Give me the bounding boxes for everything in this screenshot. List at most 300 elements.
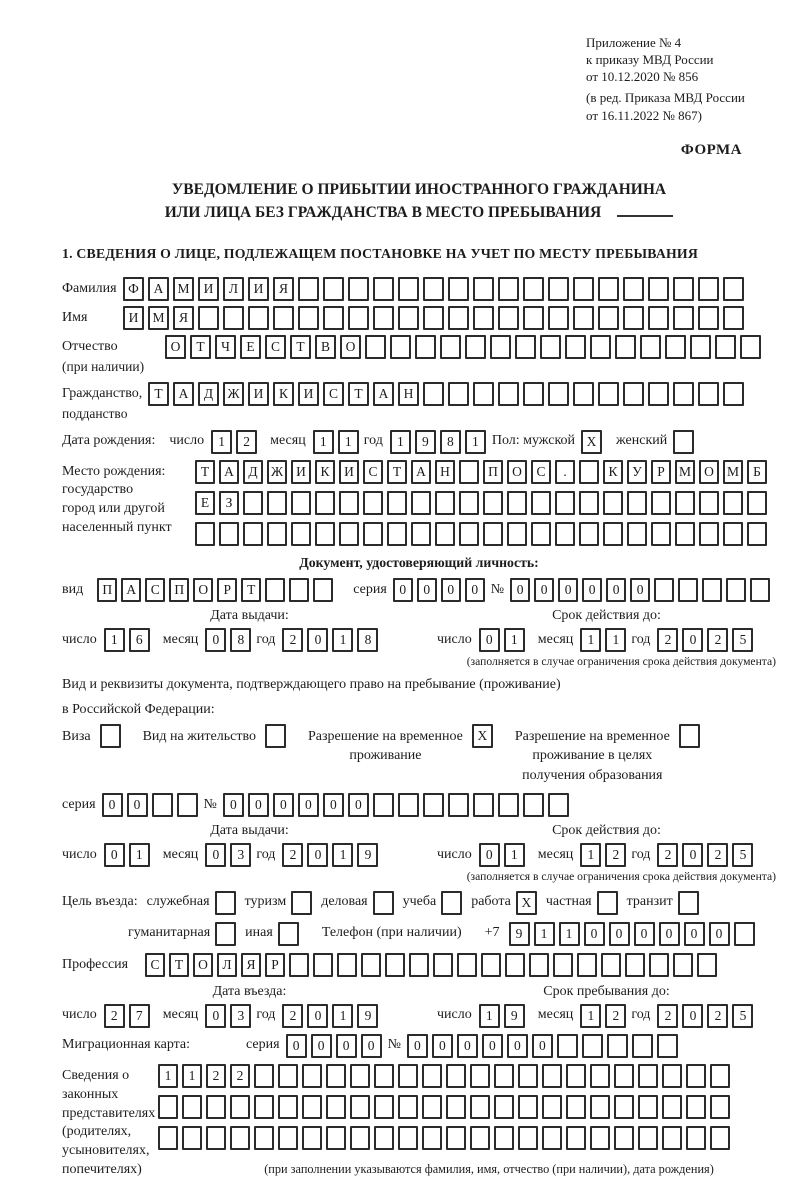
char-cell[interactable] xyxy=(348,306,369,330)
char-cell[interactable] xyxy=(615,335,636,359)
char-cell[interactable]: Т xyxy=(190,335,211,359)
char-cell[interactable] xyxy=(243,491,263,515)
temp-permit-checkbox[interactable]: X xyxy=(472,724,493,748)
stay-until-year[interactable] xyxy=(657,1004,753,1028)
char-cell[interactable] xyxy=(457,953,477,977)
profession-cells[interactable] xyxy=(145,953,717,977)
char-cell[interactable]: И xyxy=(291,460,311,484)
char-cell[interactable]: 0 xyxy=(659,922,680,946)
char-cell[interactable] xyxy=(697,953,717,977)
char-cell[interactable]: Я xyxy=(273,277,294,301)
char-cell[interactable]: Ф xyxy=(123,277,144,301)
char-cell[interactable]: 0 xyxy=(482,1034,503,1058)
char-cell[interactable] xyxy=(518,1064,538,1088)
char-cell[interactable]: П xyxy=(169,578,189,602)
char-cell[interactable] xyxy=(565,335,586,359)
char-cell[interactable] xyxy=(313,953,333,977)
char-cell[interactable] xyxy=(590,1095,610,1119)
char-cell[interactable]: 0 xyxy=(336,1034,357,1058)
char-cell[interactable]: 1 xyxy=(332,1004,353,1028)
char-cell[interactable] xyxy=(723,277,744,301)
char-cell[interactable] xyxy=(625,953,645,977)
char-cell[interactable]: П xyxy=(483,460,503,484)
char-cell[interactable] xyxy=(548,277,569,301)
char-cell[interactable] xyxy=(423,277,444,301)
char-cell[interactable] xyxy=(182,1095,202,1119)
char-cell[interactable]: С xyxy=(323,382,344,406)
char-cell[interactable] xyxy=(590,335,611,359)
char-cell[interactable]: 0 xyxy=(323,793,344,817)
char-cell[interactable]: 6 xyxy=(129,628,150,652)
char-cell[interactable] xyxy=(446,1126,466,1150)
char-cell[interactable] xyxy=(152,793,173,817)
char-cell[interactable]: 1 xyxy=(390,430,411,454)
char-cell[interactable]: Ч xyxy=(215,335,236,359)
doc-issue-year[interactable] xyxy=(282,628,378,652)
visa-checkbox[interactable] xyxy=(100,724,121,748)
char-cell[interactable] xyxy=(518,1095,538,1119)
char-cell[interactable] xyxy=(566,1126,586,1150)
char-cell[interactable] xyxy=(740,335,761,359)
char-cell[interactable]: Б xyxy=(747,460,767,484)
char-cell[interactable]: 2 xyxy=(657,843,678,867)
char-cell[interactable] xyxy=(686,1064,706,1088)
char-cell[interactable] xyxy=(374,1095,394,1119)
char-cell[interactable] xyxy=(448,277,469,301)
char-cell[interactable] xyxy=(686,1095,706,1119)
char-cell[interactable]: 0 xyxy=(298,793,319,817)
char-cell[interactable] xyxy=(675,522,695,546)
char-cell[interactable]: И xyxy=(339,460,359,484)
char-cell[interactable] xyxy=(459,491,479,515)
char-cell[interactable] xyxy=(573,382,594,406)
char-cell[interactable]: 2 xyxy=(104,1004,125,1028)
char-cell[interactable]: О xyxy=(165,335,186,359)
char-cell[interactable]: О xyxy=(699,460,719,484)
char-cell[interactable] xyxy=(710,1095,730,1119)
char-cell[interactable] xyxy=(373,793,394,817)
char-cell[interactable] xyxy=(470,1095,490,1119)
char-cell[interactable]: 0 xyxy=(582,578,602,602)
char-cell[interactable] xyxy=(723,522,743,546)
entry-month[interactable] xyxy=(205,1004,251,1028)
char-cell[interactable] xyxy=(433,953,453,977)
char-cell[interactable]: И xyxy=(248,382,269,406)
char-cell[interactable] xyxy=(675,491,695,515)
char-cell[interactable] xyxy=(542,1126,562,1150)
char-cell[interactable] xyxy=(483,491,503,515)
char-cell[interactable]: Д xyxy=(198,382,219,406)
birth-place-cells-3[interactable] xyxy=(195,522,767,546)
page-number-blank[interactable] xyxy=(617,202,673,217)
char-cell[interactable]: 8 xyxy=(230,628,251,652)
char-cell[interactable] xyxy=(398,1095,418,1119)
char-cell[interactable] xyxy=(566,1095,586,1119)
char-cell[interactable]: 2 xyxy=(282,843,303,867)
char-cell[interactable] xyxy=(278,1126,298,1150)
char-cell[interactable] xyxy=(699,522,719,546)
char-cell[interactable] xyxy=(662,1064,682,1088)
char-cell[interactable]: Ж xyxy=(267,460,287,484)
stay-until-month[interactable] xyxy=(580,1004,626,1028)
char-cell[interactable]: З xyxy=(219,491,239,515)
char-cell[interactable] xyxy=(422,1126,442,1150)
char-cell[interactable]: 0 xyxy=(510,578,530,602)
char-cell[interactable]: 1 xyxy=(182,1064,202,1088)
char-cell[interactable] xyxy=(657,1034,678,1058)
char-cell[interactable] xyxy=(273,306,294,330)
purpose-work-checkbox[interactable]: X xyxy=(516,891,537,915)
char-cell[interactable]: М xyxy=(173,277,194,301)
char-cell[interactable]: 0 xyxy=(479,628,500,652)
char-cell[interactable]: 1 xyxy=(332,628,353,652)
char-cell[interactable] xyxy=(579,460,599,484)
char-cell[interactable] xyxy=(278,1064,298,1088)
char-cell[interactable] xyxy=(607,1034,628,1058)
char-cell[interactable]: 2 xyxy=(282,1004,303,1028)
char-cell[interactable]: Т xyxy=(195,460,215,484)
char-cell[interactable] xyxy=(473,793,494,817)
char-cell[interactable]: 2 xyxy=(707,1004,728,1028)
char-cell[interactable] xyxy=(206,1126,226,1150)
char-cell[interactable] xyxy=(498,793,519,817)
char-cell[interactable]: 1 xyxy=(338,430,359,454)
char-cell[interactable] xyxy=(265,578,285,602)
char-cell[interactable] xyxy=(579,522,599,546)
char-cell[interactable]: 5 xyxy=(732,1004,753,1028)
entry-year[interactable] xyxy=(282,1004,378,1028)
char-cell[interactable] xyxy=(723,382,744,406)
char-cell[interactable] xyxy=(498,382,519,406)
char-cell[interactable] xyxy=(523,382,544,406)
char-cell[interactable] xyxy=(267,522,287,546)
char-cell[interactable] xyxy=(470,1064,490,1088)
char-cell[interactable] xyxy=(623,382,644,406)
char-cell[interactable]: 0 xyxy=(361,1034,382,1058)
char-cell[interactable] xyxy=(398,1126,418,1150)
char-cell[interactable] xyxy=(651,522,671,546)
char-cell[interactable]: 9 xyxy=(509,922,530,946)
char-cell[interactable] xyxy=(686,1126,706,1150)
char-cell[interactable] xyxy=(422,1064,442,1088)
birth-year-cells[interactable] xyxy=(390,430,486,454)
char-cell[interactable]: 8 xyxy=(357,628,378,652)
char-cell[interactable]: Л xyxy=(217,953,237,977)
char-cell[interactable]: 0 xyxy=(205,628,226,652)
char-cell[interactable]: 0 xyxy=(307,628,328,652)
char-cell[interactable]: Н xyxy=(435,460,455,484)
char-cell[interactable]: 0 xyxy=(479,843,500,867)
char-cell[interactable] xyxy=(710,1126,730,1150)
char-cell[interactable] xyxy=(734,922,755,946)
char-cell[interactable] xyxy=(473,277,494,301)
char-cell[interactable] xyxy=(598,277,619,301)
char-cell[interactable] xyxy=(411,522,431,546)
birth-place-cells-1[interactable] xyxy=(195,460,767,484)
stay-until-day[interactable] xyxy=(479,1004,525,1028)
char-cell[interactable]: С xyxy=(145,953,165,977)
char-cell[interactable]: 0 xyxy=(606,578,626,602)
char-cell[interactable]: . xyxy=(555,460,575,484)
residence-permit-checkbox[interactable] xyxy=(265,724,286,748)
char-cell[interactable] xyxy=(747,491,767,515)
char-cell[interactable] xyxy=(465,335,486,359)
char-cell[interactable]: 0 xyxy=(223,793,244,817)
char-cell[interactable] xyxy=(494,1126,514,1150)
char-cell[interactable] xyxy=(326,1095,346,1119)
char-cell[interactable] xyxy=(494,1064,514,1088)
char-cell[interactable] xyxy=(531,522,551,546)
char-cell[interactable]: 0 xyxy=(558,578,578,602)
char-cell[interactable] xyxy=(698,382,719,406)
char-cell[interactable] xyxy=(254,1126,274,1150)
char-cell[interactable]: 2 xyxy=(605,843,626,867)
char-cell[interactable]: Е xyxy=(240,335,261,359)
char-cell[interactable] xyxy=(230,1126,250,1150)
char-cell[interactable] xyxy=(651,491,671,515)
char-cell[interactable] xyxy=(350,1126,370,1150)
char-cell[interactable] xyxy=(623,277,644,301)
char-cell[interactable] xyxy=(248,306,269,330)
char-cell[interactable]: Т xyxy=(241,578,261,602)
char-cell[interactable] xyxy=(289,578,309,602)
char-cell[interactable]: 0 xyxy=(441,578,461,602)
char-cell[interactable] xyxy=(494,1095,514,1119)
char-cell[interactable] xyxy=(323,306,344,330)
char-cell[interactable] xyxy=(579,491,599,515)
char-cell[interactable] xyxy=(555,522,575,546)
char-cell[interactable] xyxy=(627,491,647,515)
char-cell[interactable] xyxy=(614,1064,634,1088)
char-cell[interactable]: 0 xyxy=(311,1034,332,1058)
char-cell[interactable] xyxy=(518,1126,538,1150)
char-cell[interactable] xyxy=(548,306,569,330)
stay-number-cells[interactable] xyxy=(223,793,569,817)
char-cell[interactable]: М xyxy=(148,306,169,330)
representatives-cells-2[interactable] xyxy=(158,1095,730,1119)
char-cell[interactable] xyxy=(698,306,719,330)
char-cell[interactable] xyxy=(577,953,597,977)
birth-day-cells[interactable] xyxy=(211,430,257,454)
char-cell[interactable]: Т xyxy=(387,460,407,484)
char-cell[interactable] xyxy=(573,277,594,301)
char-cell[interactable]: К xyxy=(315,460,335,484)
char-cell[interactable]: 0 xyxy=(709,922,730,946)
char-cell[interactable] xyxy=(698,277,719,301)
temp-permit-edu-checkbox[interactable] xyxy=(679,724,700,748)
char-cell[interactable] xyxy=(365,335,386,359)
char-cell[interactable] xyxy=(440,335,461,359)
char-cell[interactable]: 9 xyxy=(415,430,436,454)
purpose-transit-checkbox[interactable] xyxy=(678,891,699,915)
char-cell[interactable] xyxy=(673,953,693,977)
purpose-private-checkbox[interactable] xyxy=(597,891,618,915)
char-cell[interactable] xyxy=(459,460,479,484)
char-cell[interactable]: 0 xyxy=(286,1034,307,1058)
char-cell[interactable]: 0 xyxy=(465,578,485,602)
char-cell[interactable] xyxy=(315,491,335,515)
char-cell[interactable] xyxy=(198,306,219,330)
char-cell[interactable]: 1 xyxy=(129,843,150,867)
char-cell[interactable] xyxy=(448,306,469,330)
char-cell[interactable] xyxy=(390,335,411,359)
char-cell[interactable]: 0 xyxy=(609,922,630,946)
char-cell[interactable] xyxy=(507,522,527,546)
char-cell[interactable]: 1 xyxy=(332,843,353,867)
char-cell[interactable] xyxy=(673,382,694,406)
char-cell[interactable]: 0 xyxy=(407,1034,428,1058)
char-cell[interactable]: 0 xyxy=(417,578,437,602)
char-cell[interactable] xyxy=(601,953,621,977)
phone-cells[interactable] xyxy=(509,922,755,946)
char-cell[interactable]: 1 xyxy=(580,843,601,867)
char-cell[interactable] xyxy=(435,491,455,515)
char-cell[interactable]: С xyxy=(363,460,383,484)
char-cell[interactable]: О xyxy=(340,335,361,359)
char-cell[interactable] xyxy=(648,382,669,406)
char-cell[interactable] xyxy=(302,1064,322,1088)
doc-issue-month[interactable] xyxy=(205,628,251,652)
char-cell[interactable] xyxy=(638,1095,658,1119)
representatives-cells-1[interactable] xyxy=(158,1064,730,1088)
char-cell[interactable]: А xyxy=(411,460,431,484)
char-cell[interactable] xyxy=(374,1126,394,1150)
char-cell[interactable]: Е xyxy=(195,491,215,515)
char-cell[interactable]: 1 xyxy=(605,628,626,652)
char-cell[interactable] xyxy=(361,953,381,977)
char-cell[interactable]: О xyxy=(193,953,213,977)
surname-cells[interactable] xyxy=(123,277,744,301)
char-cell[interactable] xyxy=(387,491,407,515)
representatives-cells-3[interactable] xyxy=(158,1126,730,1150)
char-cell[interactable] xyxy=(298,306,319,330)
char-cell[interactable]: Т xyxy=(348,382,369,406)
sex-male-checkbox[interactable]: X xyxy=(581,430,602,454)
doc-expiry-day[interactable] xyxy=(479,628,525,652)
char-cell[interactable]: В xyxy=(315,335,336,359)
doc-type-cells[interactable] xyxy=(97,578,333,602)
char-cell[interactable] xyxy=(710,1064,730,1088)
char-cell[interactable]: О xyxy=(507,460,527,484)
char-cell[interactable] xyxy=(638,1126,658,1150)
char-cell[interactable]: 1 xyxy=(559,922,580,946)
char-cell[interactable]: 0 xyxy=(684,922,705,946)
char-cell[interactable]: 1 xyxy=(313,430,334,454)
purpose-study-checkbox[interactable] xyxy=(441,891,462,915)
char-cell[interactable] xyxy=(278,1095,298,1119)
char-cell[interactable] xyxy=(219,522,239,546)
char-cell[interactable] xyxy=(750,578,770,602)
char-cell[interactable] xyxy=(638,1064,658,1088)
char-cell[interactable] xyxy=(459,522,479,546)
char-cell[interactable]: 2 xyxy=(605,1004,626,1028)
char-cell[interactable] xyxy=(723,491,743,515)
char-cell[interactable] xyxy=(542,1064,562,1088)
purpose-commercial-checkbox[interactable] xyxy=(373,891,394,915)
char-cell[interactable] xyxy=(603,522,623,546)
char-cell[interactable] xyxy=(603,491,623,515)
char-cell[interactable]: 2 xyxy=(206,1064,226,1088)
char-cell[interactable] xyxy=(665,335,686,359)
char-cell[interactable] xyxy=(374,1064,394,1088)
char-cell[interactable]: 1 xyxy=(580,1004,601,1028)
char-cell[interactable] xyxy=(673,277,694,301)
char-cell[interactable] xyxy=(662,1095,682,1119)
char-cell[interactable]: 2 xyxy=(657,1004,678,1028)
char-cell[interactable] xyxy=(481,953,501,977)
char-cell[interactable]: 0 xyxy=(457,1034,478,1058)
char-cell[interactable] xyxy=(515,335,536,359)
char-cell[interactable]: Р xyxy=(217,578,237,602)
char-cell[interactable]: 8 xyxy=(440,430,461,454)
char-cell[interactable]: Т xyxy=(169,953,189,977)
stay-issue-day[interactable] xyxy=(104,843,150,867)
char-cell[interactable] xyxy=(614,1095,634,1119)
char-cell[interactable]: 1 xyxy=(479,1004,500,1028)
char-cell[interactable]: 2 xyxy=(657,628,678,652)
char-cell[interactable] xyxy=(623,306,644,330)
char-cell[interactable]: У xyxy=(627,460,647,484)
char-cell[interactable]: 5 xyxy=(732,628,753,652)
char-cell[interactable] xyxy=(423,306,444,330)
char-cell[interactable]: 0 xyxy=(630,578,650,602)
char-cell[interactable] xyxy=(448,382,469,406)
char-cell[interactable]: 7 xyxy=(129,1004,150,1028)
char-cell[interactable] xyxy=(690,335,711,359)
char-cell[interactable] xyxy=(490,335,511,359)
char-cell[interactable]: 0 xyxy=(205,1004,226,1028)
char-cell[interactable] xyxy=(337,953,357,977)
birth-place-cells-2[interactable] xyxy=(195,491,767,515)
char-cell[interactable] xyxy=(350,1095,370,1119)
char-cell[interactable]: 0 xyxy=(682,1004,703,1028)
char-cell[interactable]: 0 xyxy=(682,843,703,867)
char-cell[interactable] xyxy=(291,491,311,515)
char-cell[interactable]: 1 xyxy=(104,628,125,652)
char-cell[interactable] xyxy=(715,335,736,359)
purpose-tourism-checkbox[interactable] xyxy=(291,891,312,915)
char-cell[interactable]: Н xyxy=(398,382,419,406)
char-cell[interactable] xyxy=(158,1126,178,1150)
char-cell[interactable]: 0 xyxy=(393,578,413,602)
char-cell[interactable] xyxy=(423,793,444,817)
char-cell[interactable] xyxy=(223,306,244,330)
stay-expiry-month[interactable] xyxy=(580,843,626,867)
char-cell[interactable] xyxy=(648,306,669,330)
char-cell[interactable]: 2 xyxy=(707,628,728,652)
char-cell[interactable]: А xyxy=(148,277,169,301)
char-cell[interactable]: Я xyxy=(173,306,194,330)
char-cell[interactable]: И xyxy=(123,306,144,330)
char-cell[interactable]: Л xyxy=(223,277,244,301)
migration-number-cells[interactable] xyxy=(407,1034,678,1058)
char-cell[interactable]: И xyxy=(248,277,269,301)
char-cell[interactable]: Р xyxy=(651,460,671,484)
char-cell[interactable] xyxy=(598,382,619,406)
char-cell[interactable]: 0 xyxy=(348,793,369,817)
char-cell[interactable] xyxy=(435,522,455,546)
char-cell[interactable] xyxy=(498,306,519,330)
char-cell[interactable]: 3 xyxy=(230,1004,251,1028)
stay-issue-year[interactable] xyxy=(282,843,378,867)
char-cell[interactable] xyxy=(747,522,767,546)
char-cell[interactable] xyxy=(548,793,569,817)
char-cell[interactable]: 0 xyxy=(507,1034,528,1058)
char-cell[interactable]: 0 xyxy=(584,922,605,946)
char-cell[interactable] xyxy=(177,793,198,817)
char-cell[interactable]: М xyxy=(723,460,743,484)
char-cell[interactable] xyxy=(409,953,429,977)
